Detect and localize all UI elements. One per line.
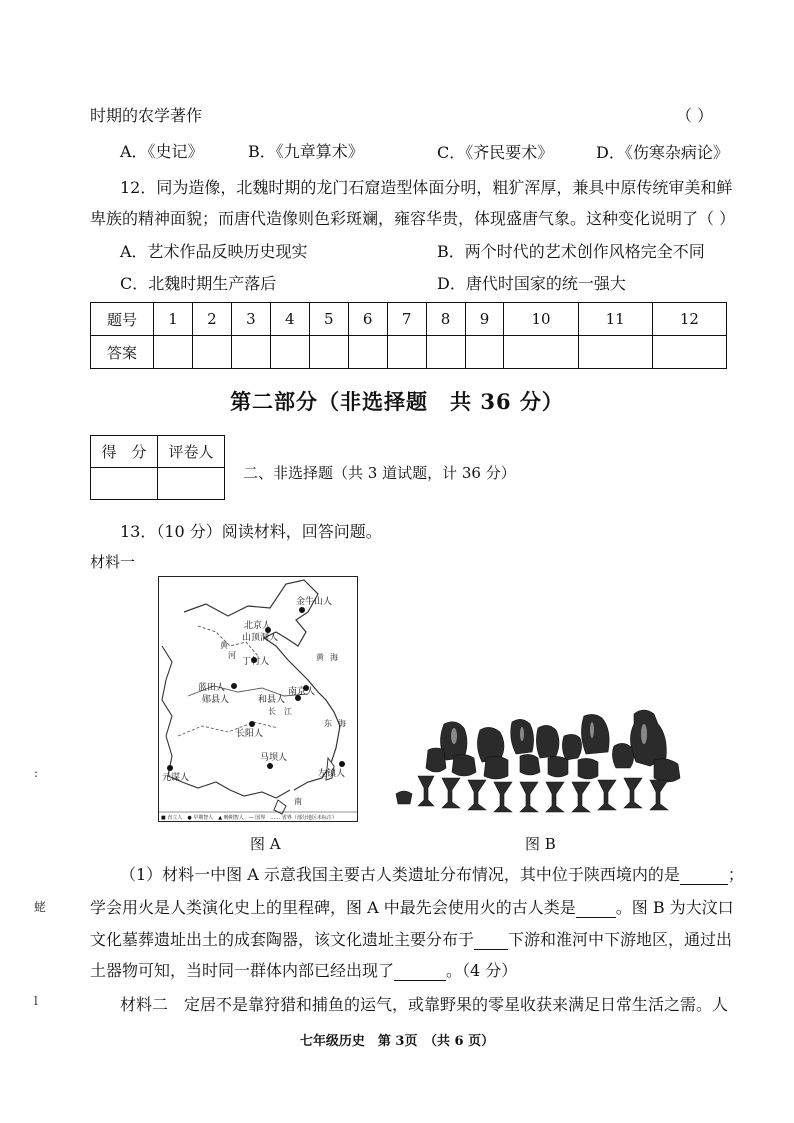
site-label: 郧县人 bbox=[202, 695, 230, 705]
site-marker bbox=[299, 607, 305, 613]
question-12-line-1: 12．同为造像，北魏时期的龙门石窟造型体面分明，粗犷浑厚，兼具中原传统审美和鲜 bbox=[120, 178, 733, 197]
score-header: 得 分 bbox=[91, 436, 158, 468]
option-b: B．《九章算术》 bbox=[248, 142, 364, 161]
water-label: 江 bbox=[284, 707, 292, 716]
question-number: 9 bbox=[465, 303, 504, 336]
option-d: D．唐代时国家的统一强大 bbox=[437, 274, 626, 293]
row-header: 题号 bbox=[91, 303, 154, 336]
section-heading: 二、非选择题（共 3 道试题，计 36 分） bbox=[243, 464, 516, 482]
answer-cell[interactable] bbox=[504, 336, 578, 369]
site-label: 元谋人 bbox=[162, 773, 190, 783]
sub-question-text: 文化墓葬遗址出土的成套陶器，该文化遗址主要分布于 bbox=[90, 930, 475, 949]
answer-parentheses: （ ） bbox=[676, 106, 714, 125]
site-label: 金牛山人 bbox=[296, 597, 333, 607]
question-number: 4 bbox=[270, 303, 309, 336]
answer-cell[interactable] bbox=[652, 336, 726, 369]
question-number: 1 bbox=[154, 303, 193, 336]
option-b: B．两个时代的艺术创作风格完全不同 bbox=[437, 242, 705, 261]
answer-cell[interactable] bbox=[348, 336, 387, 369]
water-label: 黄 bbox=[316, 653, 324, 662]
answer-cell[interactable] bbox=[387, 336, 426, 369]
ancient-human-sites-map bbox=[158, 576, 358, 822]
site-marker bbox=[231, 683, 237, 689]
grader-cell[interactable] bbox=[158, 468, 225, 500]
question-number: 7 bbox=[387, 303, 426, 336]
map-legend: ■ 直立人 ● 早期智人 ▲ 晚期智人 — 国界 …… 省界（部分地区未标注） bbox=[161, 815, 337, 821]
dawenkou-pottery-photo bbox=[388, 706, 694, 822]
option-c: C．《齐民要术》 bbox=[437, 143, 554, 162]
answer-row bbox=[91, 336, 727, 369]
figure-b-caption: 图 B bbox=[525, 835, 556, 853]
water-label: 河 bbox=[228, 651, 236, 660]
question-12-line-2: 卑族的精神面貌；而唐代造像则色彩斑斓，雍容华贵，体现盛唐气象。这种变化说明了（ ） bbox=[90, 209, 736, 228]
water-label: 长 bbox=[268, 707, 276, 716]
row-header: 答案 bbox=[91, 336, 154, 369]
site-label: 马坝人 bbox=[260, 753, 288, 763]
question-11-continuation: 时期的农学著作 bbox=[90, 106, 203, 125]
sub-question-text: 。（4 分） bbox=[446, 961, 518, 980]
sub-question-text: （1）材料一中图 A 示意我国主要古人类遗址分布情况，其中位于陕西境内的是 bbox=[120, 865, 680, 884]
site-label: 北京人 bbox=[244, 621, 272, 631]
option-a: A．《史记》 bbox=[120, 142, 204, 161]
site-marker bbox=[167, 765, 173, 771]
water-label: 东 bbox=[324, 719, 332, 728]
sub-question-text: 下游和淮河中下游地区，通过出 bbox=[508, 930, 733, 949]
question-number-row bbox=[91, 303, 727, 336]
site-marker bbox=[339, 761, 345, 767]
answer-cell[interactable] bbox=[426, 336, 465, 369]
site-label: 山顶洞人 bbox=[242, 633, 279, 643]
water-label: 南 bbox=[294, 797, 302, 806]
question-13-stem: 13．（10 分）阅读材料，回答问题。 bbox=[120, 522, 382, 541]
sub-question-text: 土器物可知，当时同一群体内部已经出现了 bbox=[90, 961, 395, 980]
answer-cell[interactable] bbox=[309, 336, 348, 369]
question-number: 2 bbox=[192, 303, 231, 336]
sub-question-1-line-1 bbox=[120, 865, 744, 885]
answer-blank[interactable] bbox=[474, 933, 508, 950]
water-label: 海 bbox=[338, 719, 346, 728]
margin-mark: 蛯 bbox=[34, 900, 47, 914]
answer-cell[interactable] bbox=[270, 336, 309, 369]
answer-cell[interactable] bbox=[154, 336, 193, 369]
score-box bbox=[90, 435, 225, 500]
option-a: A．艺术作品反映历史现实 bbox=[120, 242, 308, 261]
water-label: 黄 bbox=[220, 641, 228, 650]
answer-cell[interactable] bbox=[231, 336, 270, 369]
answer-cell[interactable] bbox=[465, 336, 504, 369]
site-label: 长阳人 bbox=[236, 729, 264, 739]
margin-mark: : bbox=[34, 766, 39, 780]
answer-blank[interactable] bbox=[394, 964, 446, 981]
site-label: 南京人 bbox=[288, 687, 316, 697]
sub-question-1-line-4 bbox=[90, 961, 517, 981]
answer-table bbox=[90, 302, 727, 369]
answer-blank[interactable] bbox=[680, 868, 728, 885]
grader-header: 评卷人 bbox=[158, 436, 225, 468]
material-one-label: 材料一 bbox=[90, 553, 136, 571]
site-marker bbox=[249, 721, 255, 727]
question-number: 10 bbox=[504, 303, 578, 336]
sub-question-1-line-2 bbox=[90, 898, 734, 918]
figure-a-caption: 图 A bbox=[250, 835, 281, 853]
site-marker bbox=[267, 763, 273, 769]
material-two-text: 材料二 定居不是靠狩猎和捕鱼的运气，或靠野果的零星收获来满足日常生活之需。人 bbox=[120, 995, 729, 1014]
question-number: 12 bbox=[652, 303, 726, 336]
question-number: 11 bbox=[578, 303, 652, 336]
option-d: D．《伤寒杂病论》 bbox=[596, 143, 729, 162]
water-label: 海 bbox=[330, 653, 338, 662]
site-label: 丁村人 bbox=[242, 657, 270, 667]
sub-question-text: 。图 B 为大汶口 bbox=[615, 898, 734, 917]
margin-mark: l bbox=[34, 994, 38, 1008]
answer-blank[interactable] bbox=[576, 901, 616, 918]
site-label: 蓝田人 bbox=[198, 683, 226, 693]
question-number: 3 bbox=[231, 303, 270, 336]
sub-question-text: ； bbox=[727, 865, 744, 884]
sub-question-1-line-3 bbox=[90, 930, 732, 950]
score-cell[interactable] bbox=[91, 468, 158, 500]
part-two-title: 第二部分（非选择题 共 36 分） bbox=[230, 389, 564, 414]
question-number: 6 bbox=[348, 303, 387, 336]
site-label: 和县人 bbox=[258, 695, 286, 705]
page-footer: 七年级历史 第 3页 （共 6 页） bbox=[299, 1034, 495, 1049]
answer-cell[interactable] bbox=[578, 336, 652, 369]
sub-question-text: 学会用火是人类演化史上的里程碑，图 A 中最先会使用火的古人类是 bbox=[90, 898, 576, 917]
question-number: 5 bbox=[309, 303, 348, 336]
answer-cell[interactable] bbox=[192, 336, 231, 369]
option-c: C．北魏时期生产落后 bbox=[120, 274, 277, 293]
question-number: 8 bbox=[426, 303, 465, 336]
site-label: 左镇人 bbox=[318, 769, 346, 779]
